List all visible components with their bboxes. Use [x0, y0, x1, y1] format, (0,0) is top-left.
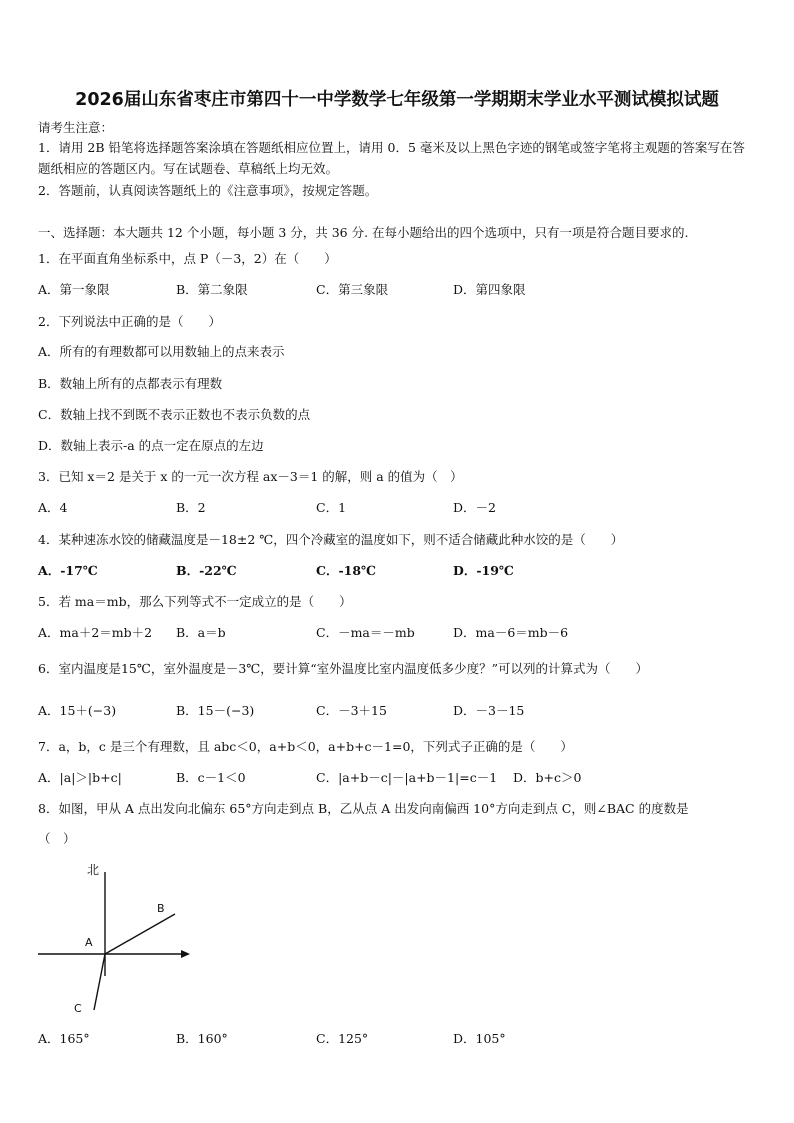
- q8-option-d: D．105°: [453, 1031, 506, 1046]
- q2-option-a: A．所有的有理数都可以用数轴上的点来表示: [38, 344, 285, 359]
- direction-figure: [30, 858, 200, 1018]
- notice-heading: 请考生注意：: [38, 120, 114, 135]
- q7-option-a: A．|a|＞|b+c|: [38, 770, 122, 785]
- notice-item-2: 2．答题前，认真阅读答题纸上的《注意事项》，按规定答题。: [38, 183, 378, 198]
- question-3-stem: 3．已知 x＝2 是关于 x 的一元一次方程 ax－3＝1 的解，则 a 的值为（ ）: [38, 469, 463, 484]
- q1-option-b: B．第二象限: [176, 282, 248, 297]
- north-label: 北: [87, 863, 100, 877]
- question-8-stem: 8．如图，甲从 A 点出发向北偏东 65°方向走到点 B，乙从点 A 出发向南偏西 10°方向走到点 C，则∠BAC 的度数是: [38, 801, 689, 816]
- page-title: 2026届山东省枣庄市第四十一中学数学七年级第一学期期末学业水平测试模拟试题: [75, 90, 719, 110]
- q2-option-c: C．数轴上找不到既不表示正数也不表示负数的点: [38, 407, 311, 422]
- q7-option-b: B．c－1＜0: [176, 770, 246, 785]
- q6-option-d: D．－3－15: [453, 703, 525, 718]
- q3-option-d: D．－2: [453, 500, 496, 515]
- ray-ab: [105, 914, 175, 954]
- question-7-stem: 7．a，b，c 是三个有理数，且 abc＜0，a+b＜0，a+b+c－1=0，下列式子正确的是（ ）: [38, 739, 573, 754]
- q5-option-b: B．a＝b: [176, 625, 226, 640]
- q6-option-b: B．15－(−3): [176, 703, 255, 718]
- notice-item-1: 1．请用 2B 铅笔将选择题答案涂填在答题纸相应位置上，请用 0．5 毫米及以上黑色字迹的钢笔或签字笔将主观题的答案写在答题纸相应的答题区内。写在试题卷、草稿纸上均无效。: [38, 140, 745, 176]
- q6-option-c: C．－3＋15: [316, 703, 387, 718]
- question-6-stem: 6．室内温度是15℃，室外温度是－3℃，要计算“室外温度比室内温度低多少度？”可以列的计算式为（ ）: [38, 661, 649, 676]
- q2-option-d: D．数轴上表示-a 的点一定在原点的左边: [38, 438, 264, 453]
- q1-option-a: A．第一象限: [38, 282, 110, 297]
- q8-option-b: B．160°: [176, 1031, 228, 1046]
- q7-option-c: C．|a+b－c|－|a+b－1|=c－1: [316, 770, 498, 785]
- q4-option-d: D．-19℃: [453, 563, 514, 578]
- q5-option-d: D．ma－6＝mb－6: [453, 625, 569, 640]
- q2-option-b: B．数轴上所有的点都表示有理数: [38, 376, 223, 391]
- q1-option-d: D．第四象限: [453, 282, 526, 297]
- question-8-stem-end: （ ）: [38, 831, 76, 846]
- section-heading: 一、选择题：本大题共 12 个小题，每小题 3 分，共 36 分. 在每小题给出的四个选项中，只有一项是符合题目要求的.: [38, 225, 689, 240]
- q8-option-a: A．165°: [38, 1031, 90, 1046]
- q4-option-a: A．-17℃: [38, 563, 98, 578]
- q3-option-b: B．2: [176, 500, 206, 515]
- point-c-label: C: [74, 1002, 82, 1015]
- q7-option-d: D．b+c＞0: [513, 770, 582, 785]
- q6-option-a: A．15＋(−3): [38, 703, 117, 718]
- question-1-stem: 1．在平面直角坐标系中，点 P（－3，2）在（ ）: [38, 251, 337, 266]
- q1-option-c: C．第三象限: [316, 282, 389, 297]
- q4-option-b: B．-22℃: [176, 563, 237, 578]
- question-5-stem: 5．若 ma＝mb，那么下列等式不一定成立的是（ ）: [38, 594, 352, 609]
- ray-ac: [94, 954, 105, 1010]
- q4-option-c: C．-18℃: [316, 563, 377, 578]
- q8-option-c: C．125°: [316, 1031, 369, 1046]
- q5-option-c: C．－ma＝－mb: [316, 625, 415, 640]
- point-b-label: B: [157, 902, 165, 915]
- east-arrow-icon: [181, 950, 190, 958]
- q3-option-a: A．4: [38, 500, 68, 515]
- question-4-stem: 4．某种速冻水饺的储藏温度是－18±2 ℃，四个冷藏室的温度如下，则不适合储藏此种水饺的是（ ）: [38, 532, 624, 547]
- point-a-label: A: [85, 936, 93, 949]
- q5-option-a: A．ma＋2＝mb＋2: [38, 625, 153, 640]
- q3-option-c: C．1: [316, 500, 347, 515]
- question-2-stem: 2．下列说法中正确的是（ ）: [38, 314, 221, 329]
